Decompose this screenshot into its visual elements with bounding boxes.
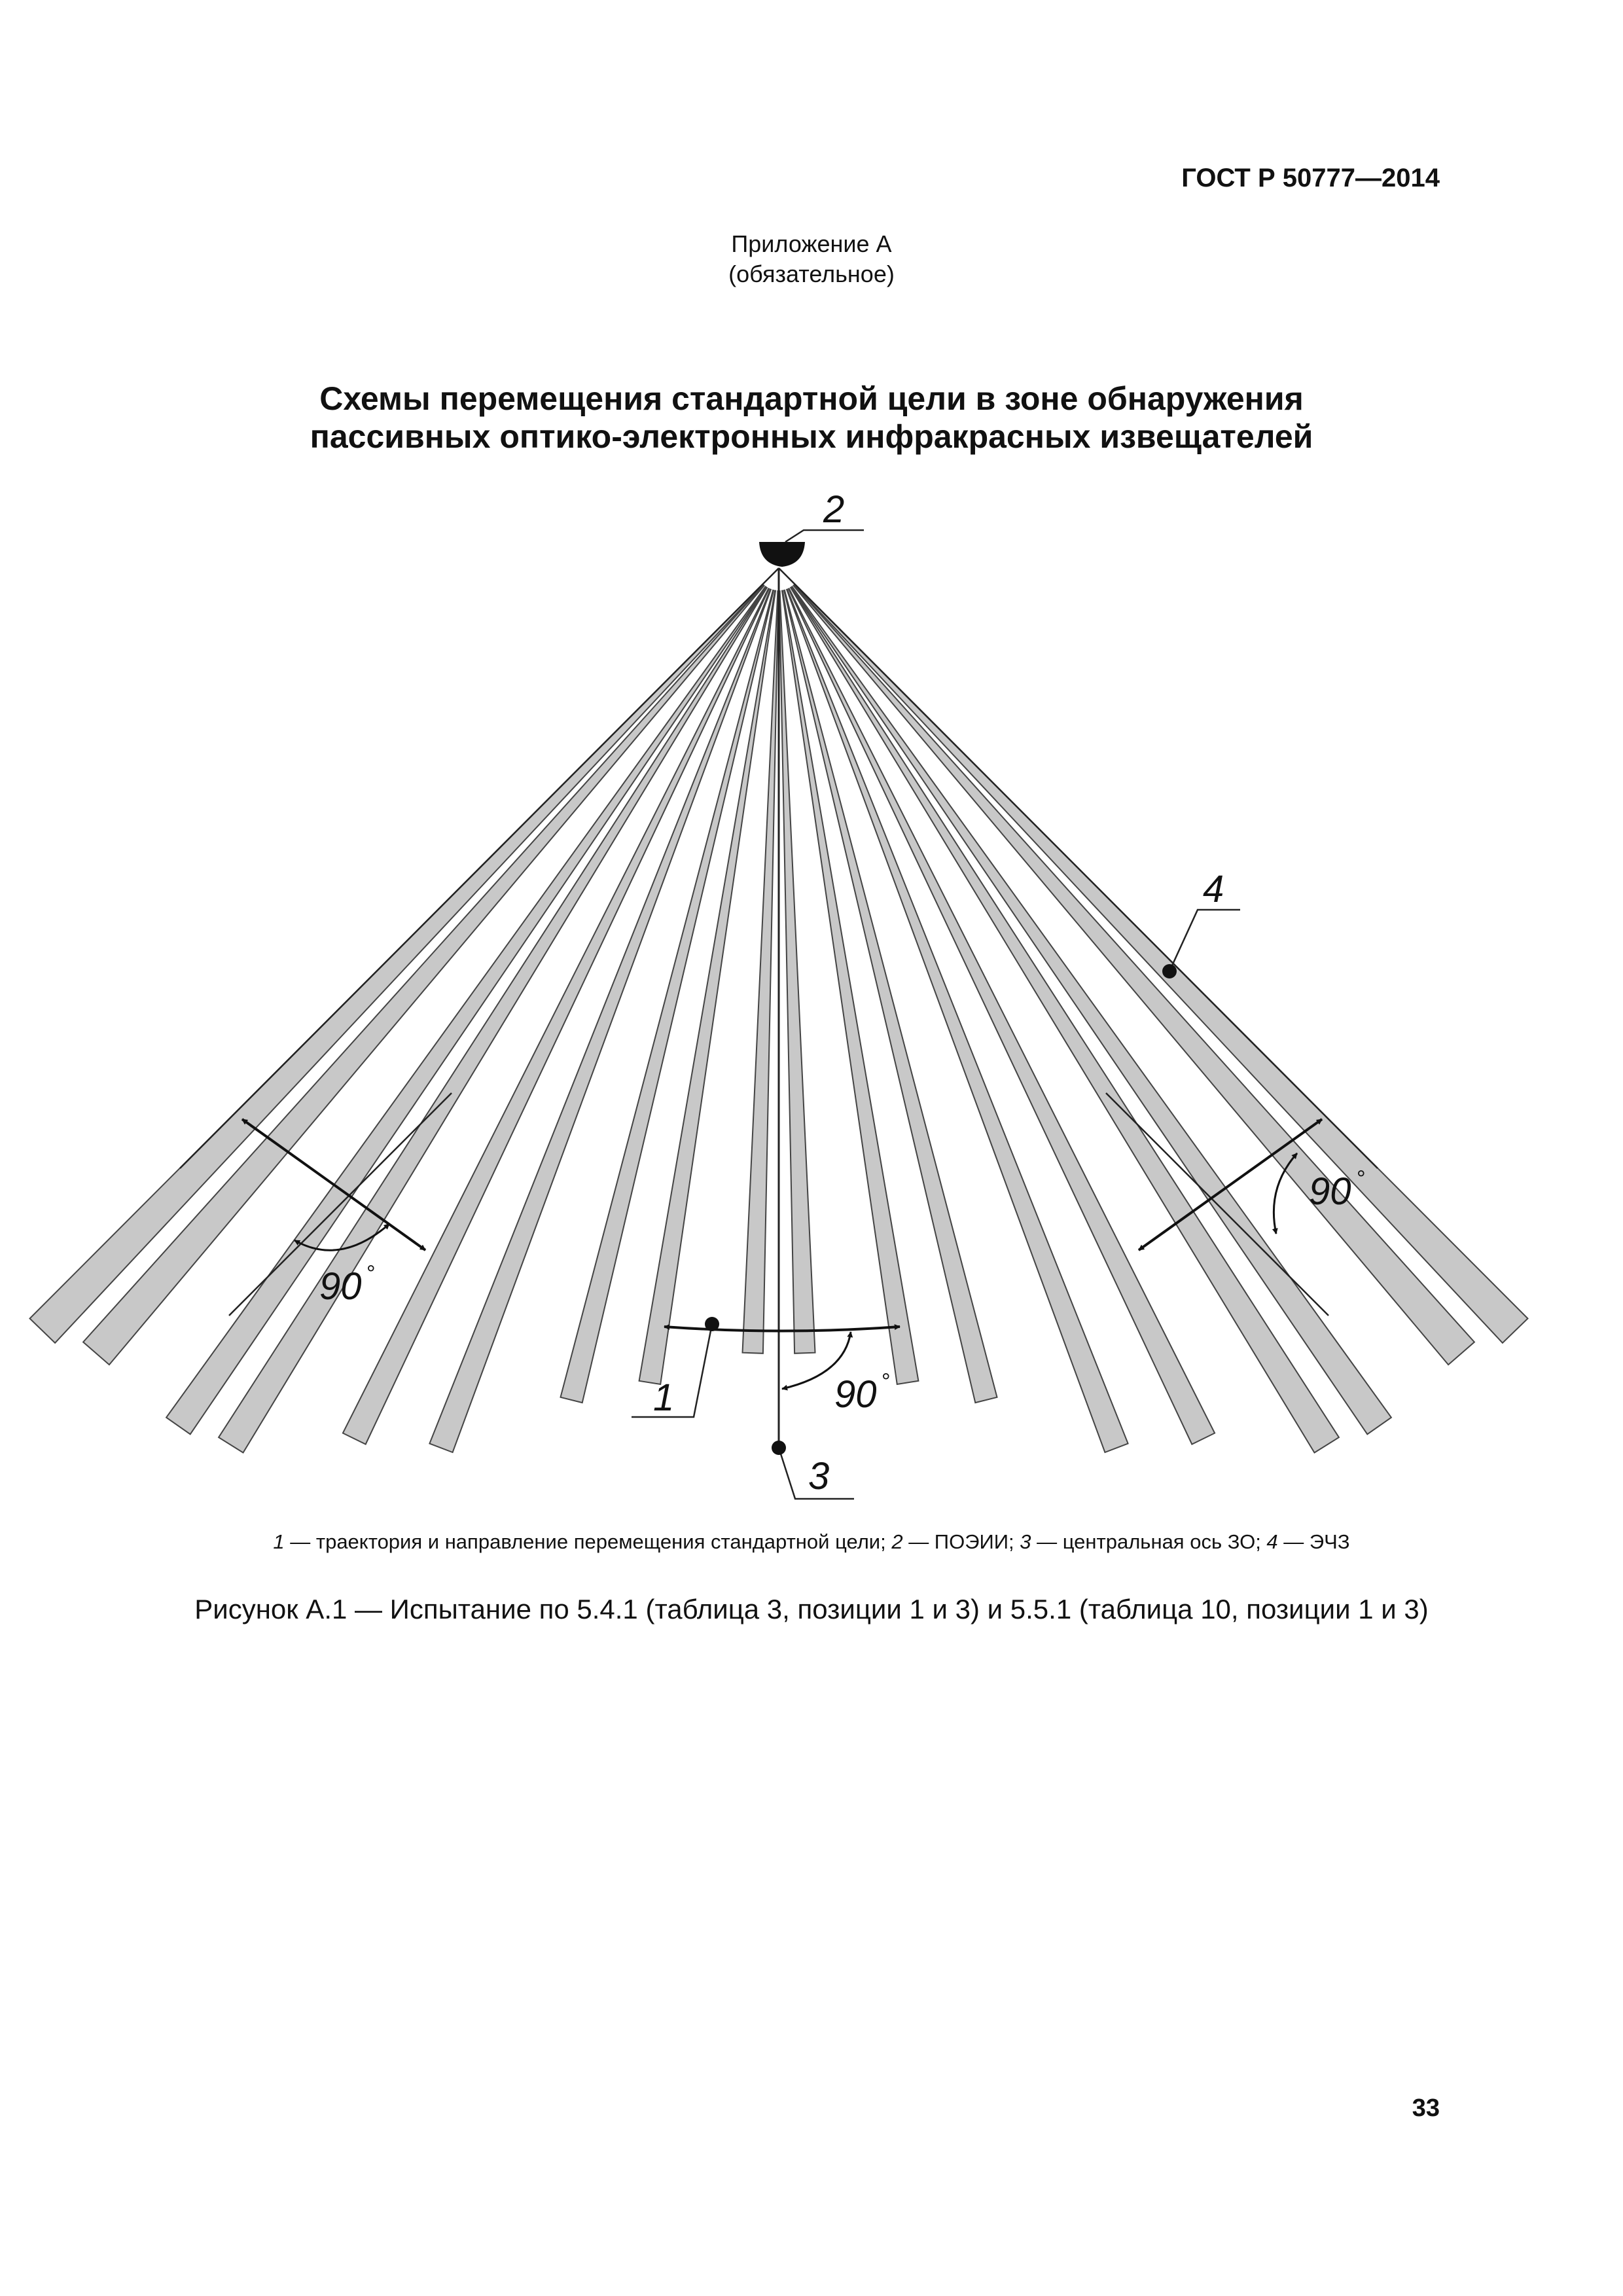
legend-num-2: 2 (891, 1530, 903, 1553)
sensitive-zone-beam (792, 586, 1391, 1434)
legend-text-1: — траектория и направление перемещения стандартной цели; (284, 1530, 892, 1553)
legend-text-4: — ЭЧЗ (1277, 1530, 1350, 1553)
legend-text-2: — ПОЭИИ; (902, 1530, 1020, 1553)
marker-dot-3 (772, 1441, 786, 1455)
callout-1: 1 (653, 1376, 675, 1419)
angle-label-bottom: 90 (834, 1373, 877, 1416)
trajectory-bottom (664, 1327, 900, 1331)
leader-line-4 (1169, 910, 1240, 971)
sensitive-zone-beam (166, 586, 766, 1434)
title-line-2: пассивных оптико-электронных инфракрасных извещателей (310, 418, 1313, 455)
marker-dot-1 (705, 1317, 719, 1331)
angle-label-right: 90 (1309, 1170, 1351, 1213)
legend-num-3: 3 (1020, 1530, 1031, 1553)
right-boundary-line (779, 568, 1378, 1168)
marker-dot-4 (1162, 964, 1177, 978)
angle-label-left: 90 (319, 1265, 362, 1308)
page-number: 33 (1412, 2094, 1440, 2122)
title-line-1: Схемы перемещения стандартной цели в зоне обнаружения (319, 380, 1304, 417)
figure-caption: Рисунок А.1 — Испытание по 5.4.1 (таблица 3, позиции 1 и 3) и 5.5.1 (таблица 10, позиции 1 и 3) (194, 1594, 1429, 1624)
degree-sign-left: ° (366, 1261, 376, 1286)
callout-2: 2 (823, 488, 845, 531)
leader-line-2 (785, 530, 864, 542)
sensitive-zone-beam (743, 591, 779, 1354)
sensor-icon (759, 542, 805, 567)
sensitive-zone-beam (779, 591, 815, 1354)
degree-sign-right: ° (1357, 1166, 1366, 1191)
figure-legend (0, 1530, 1623, 1554)
left-boundary-line (180, 568, 779, 1168)
degree-sign-bottom: ° (882, 1369, 891, 1394)
legend-text-3: — центральная ось ЗО; (1031, 1530, 1267, 1553)
sensitive-zone-beam (794, 584, 1528, 1343)
appendix-status: (обязательное) (728, 260, 895, 287)
standard-number: ГОСТ Р 50777—2014 (1181, 164, 1440, 192)
callout-4: 4 (1203, 868, 1224, 910)
legend-num-1: 1 (273, 1530, 285, 1553)
callout-3: 3 (808, 1455, 830, 1498)
appendix-label: Приложение А (731, 230, 892, 257)
legend-num-4: 4 (1266, 1530, 1278, 1553)
